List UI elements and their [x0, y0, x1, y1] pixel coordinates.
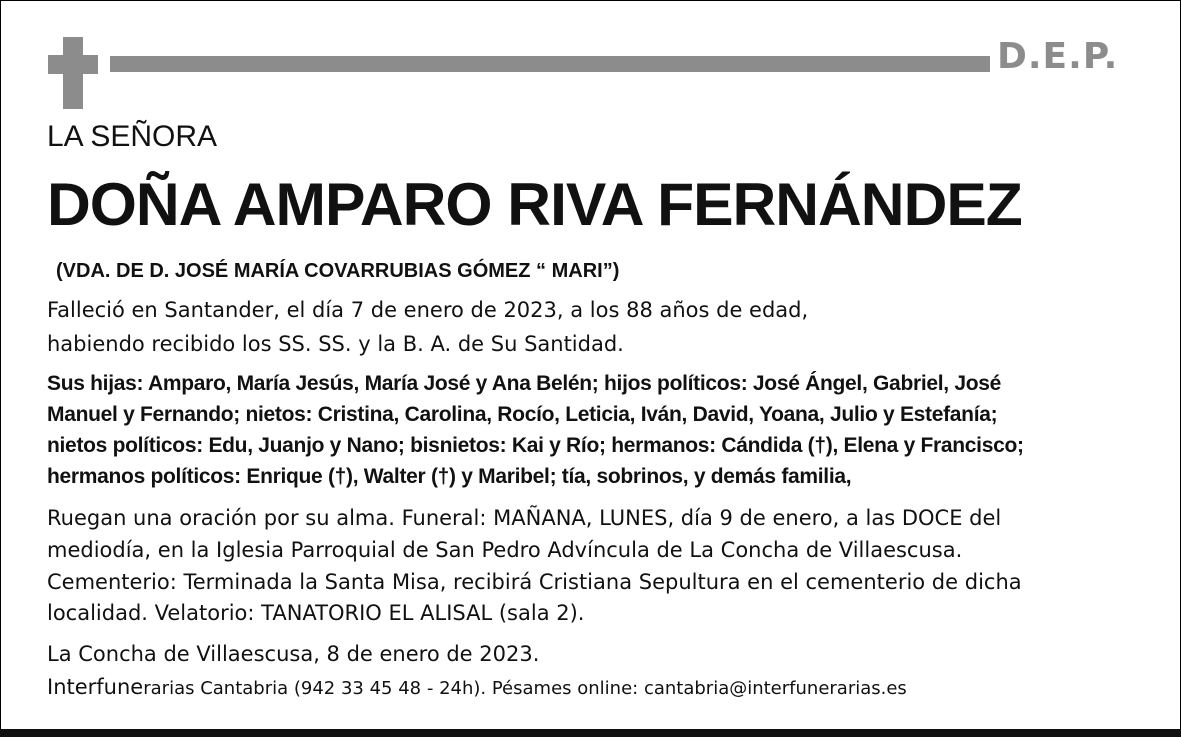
bottom-border: [0, 729, 1181, 737]
family-line: nietos políticos: Edu, Juanjo y Nano; bisnietos: Kai y Río; hermanos: Cándida (†), Elena y Francisco;: [47, 434, 1024, 457]
place-date: La Concha de Villaescusa, 8 de enero de 2023.: [47, 642, 540, 666]
dep-label: D.E.P.: [997, 36, 1119, 77]
death-line: habiendo recibido los SS. SS. y la B. A. de Su Santidad.: [47, 332, 624, 356]
footer-contact: rarias Cantabria (942 33 45 48 - 24h). Pésames online: cantabria@interfunerarias.es: [143, 678, 907, 699]
deceased-name: DOÑA AMPARO RIVA FERNÁNDEZ: [47, 171, 1022, 238]
intro-label: LA SEÑORA: [47, 120, 218, 153]
header-rule: [110, 56, 990, 72]
widow-note: (VDA. DE D. JOSÉ MARÍA COVARRUBIAS GÓMEZ “ MARI”): [56, 260, 620, 282]
family-line: Sus hijas: Amparo, María Jesús, María José y Ana Belén; hijos políticos: José Ángel, Gabriel, José: [47, 372, 1002, 395]
service-line: localidad. Velatorio: TANATORIO EL ALISAL (sala 2).: [47, 601, 585, 625]
footer: [47, 675, 907, 699]
family-line: Manuel y Fernando; nietos: Cristina, Carolina, Rocío, Leticia, Iván, David, Yoana, Julio y Estefanía;: [47, 403, 998, 426]
footer-brand: Interfune: [47, 675, 144, 699]
service-line: Cementerio: Terminada la Santa Misa, recibirá Cristiana Sepultura en el cementerio de dicha: [47, 570, 1022, 594]
death-line: Falleció en Santander, el día 7 de enero de 2023, a los 88 años de edad,: [47, 298, 809, 322]
cross-icon-arm: [48, 55, 98, 74]
service-line: Ruegan una oración por su alma. Funeral: MAÑANA, LUNES, día 9 de enero, a las DOCE del: [47, 506, 1002, 530]
service-line: mediodía, en la Iglesia Parroquial de San Pedro Advíncula de La Concha de Villaescusa.: [47, 538, 963, 562]
family-line: hermanos políticos: Enrique (†), Walter (†) y Maribel; tía, sobrinos, y demás familia,: [47, 465, 852, 488]
